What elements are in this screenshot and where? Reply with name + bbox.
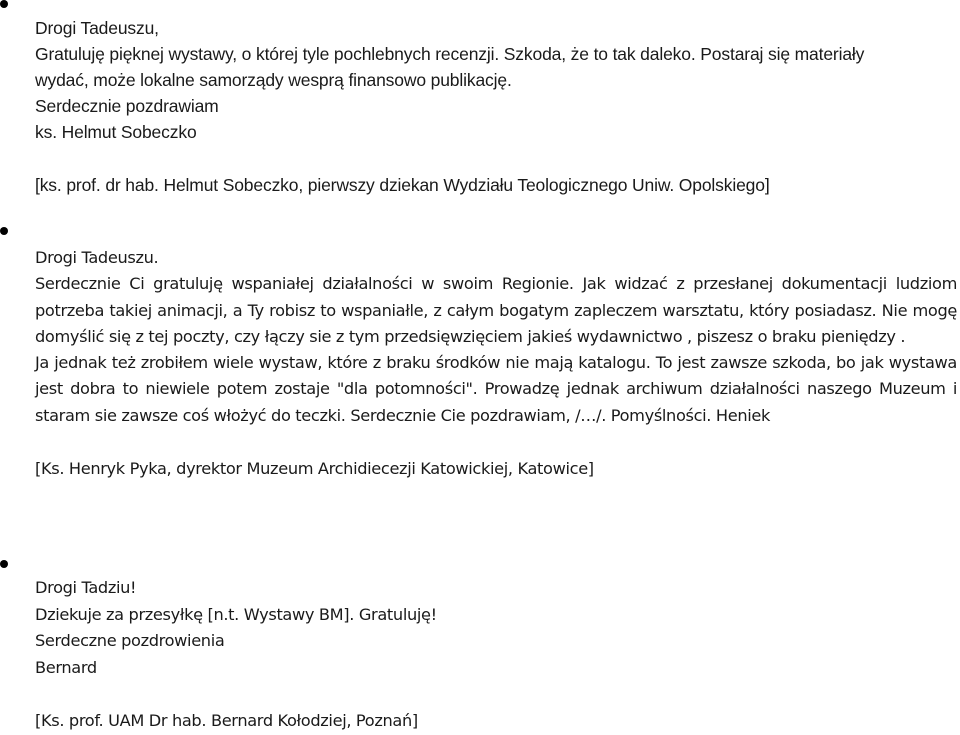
bullet-marker — [0, 560, 8, 568]
letter-body-line: Dziekuje za przesyłkę [n.t. Wystawy BM]. Gratuluję! — [35, 604, 437, 624]
letter-body-line: Bernard — [35, 657, 97, 677]
letter-greeting: Drogi Tadziu! — [35, 578, 137, 597]
bullet-marker — [0, 227, 8, 235]
bullet-marker — [0, 0, 8, 8]
letter-block-2 — [35, 245, 957, 482]
letter-body-line: wydać, może lokalne samorządy wesprą finansowo publikację. — [35, 70, 512, 90]
letter-body-line: Serdeczne pozdrowienia — [35, 631, 225, 650]
letter-signature: [Ks. Henryk Pyka, dyrektor Muzeum Archidiecezji Katowickiej, Katowice] — [35, 459, 594, 479]
letter-paragraph: Ja jednak też zrobiłem wiele wystaw, które z braku środków nie mają katalogu. To jest zawsze szkoda, bo jak wystawa jest dobra to niewiele potem zostaje "dla potomności". Prowadzę jednak archiwum działalności naszego Muzeum i staram sie zawsze coś włożyć do teczki. Serdecznie Cie pozdrawiam, /…/. Pomyślności. Heniek — [35, 353, 957, 425]
letter-block-3 — [35, 575, 957, 735]
letter-body-line: ks. Helmut Sobeczko — [35, 122, 197, 142]
letter-paragraph: Serdecznie Ci gratuluję wspaniałej działalności w swoim Regionie. Jak widzać z przesłanej dokumentacji ludziom potrzeba takiej animacji, a Ty robisz to wspaniałle, z całym bogatym zapleczem warsztatu, który posiadasz. Nie mogę domyślić się z tej poczty, czy łączy sie z tym przedsięwzięciem jakieś wydawnictwo , piszesz o braku pieniędzy . — [35, 274, 957, 346]
letter-signature: [Ks. prof. UAM Dr hab. Bernard Kołodziej, Poznań] — [35, 711, 418, 730]
letter-greeting: Drogi Tadeuszu. — [35, 248, 159, 267]
letter-signature: [ks. prof. dr hab. Helmut Sobeczko, pierwszy dziekan Wydziału Teologicznego Uniw. Opolskiego] — [35, 175, 770, 195]
letter-block-1 — [35, 15, 957, 198]
letter-greeting: Drogi Tadeuszu, — [35, 18, 159, 38]
letter-body-line: Serdecznie pozdrawiam — [35, 96, 219, 116]
letter-body-line: Gratuluję pięknej wystawy, o której tyle pochlebnych recenzji. Szkoda, że to tak daleko. Postaraj się materiały — [35, 44, 865, 64]
